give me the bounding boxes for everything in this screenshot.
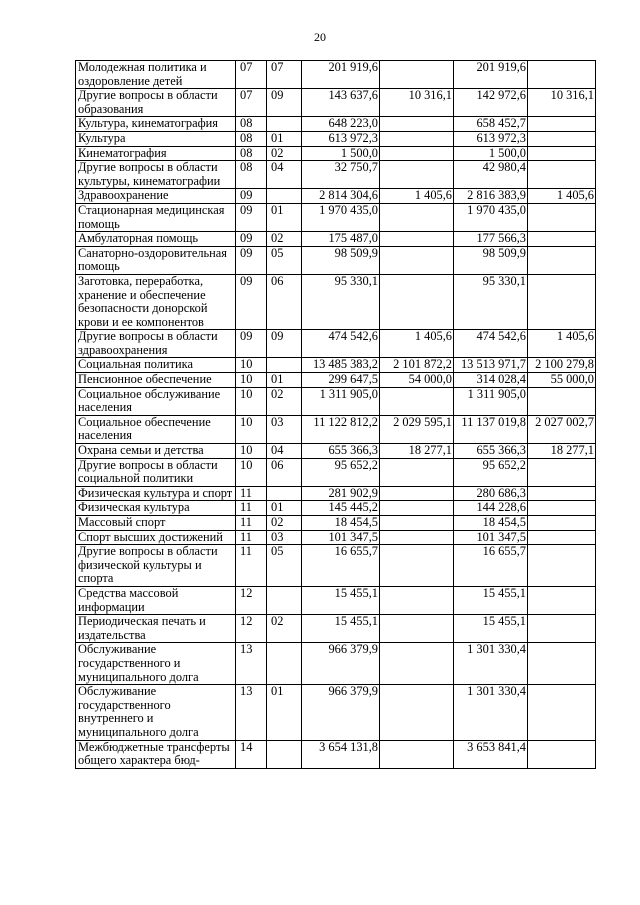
table-row	[76, 373, 596, 388]
row-subsection-code: 06	[267, 458, 302, 486]
row-name: Обслуживание государственного внутреннего и муниципального долга	[76, 685, 236, 740]
row-sum-1: 648 223,0	[302, 117, 380, 132]
row-name: Межбюджетные трансферты общего характера бюд-	[76, 740, 236, 768]
row-section-code: 13	[236, 685, 267, 740]
row-sum-1: 2 814 304,6	[302, 189, 380, 204]
row-subvention-1	[380, 131, 454, 146]
row-subsection-code: 01	[267, 685, 302, 740]
row-subvention-2	[528, 246, 596, 274]
table-row	[76, 444, 596, 459]
row-sum-2: 201 919,6	[454, 61, 528, 89]
row-name: Социальное обеспечение населения	[76, 415, 236, 443]
row-sum-2: 474 542,6	[454, 330, 528, 358]
row-subvention-2: 1 405,6	[528, 330, 596, 358]
row-name: Физическая культура и спорт	[76, 486, 236, 501]
row-sum-2: 1 301 330,4	[454, 643, 528, 685]
row-subvention-2	[528, 387, 596, 415]
row-subsection-code: 02	[267, 146, 302, 161]
row-subsection-code: 01	[267, 373, 302, 388]
row-subvention-2	[528, 61, 596, 89]
row-name: Пенсионное обеспечение	[76, 373, 236, 388]
row-subvention-1: 2 101 872,2	[380, 358, 454, 373]
row-subvention-1: 10 316,1	[380, 89, 454, 117]
row-subsection-code: 09	[267, 330, 302, 358]
row-name: Кинематография	[76, 146, 236, 161]
budget-table	[75, 60, 596, 769]
table-row	[76, 232, 596, 247]
row-sum-2: 13 513 971,7	[454, 358, 528, 373]
row-sum-2: 101 347,5	[454, 530, 528, 545]
row-subsection-code: 02	[267, 232, 302, 247]
row-sum-1: 474 542,6	[302, 330, 380, 358]
row-sum-1: 1 970 435,0	[302, 203, 380, 231]
row-subvention-2: 2 027 002,7	[528, 415, 596, 443]
row-sum-2: 658 452,7	[454, 117, 528, 132]
row-name: Периодическая печать и издательства	[76, 615, 236, 643]
row-subsection-code: 02	[267, 516, 302, 531]
row-sum-2: 655 366,3	[454, 444, 528, 459]
table-row	[76, 89, 596, 117]
table-row	[76, 274, 596, 329]
row-subvention-1	[380, 387, 454, 415]
row-name: Охрана семьи и детства	[76, 444, 236, 459]
row-subsection-code	[267, 117, 302, 132]
row-section-code: 11	[236, 516, 267, 531]
row-sum-1: 15 455,1	[302, 586, 380, 614]
row-subvention-1	[380, 117, 454, 132]
row-section-code: 08	[236, 146, 267, 161]
row-section-code: 10	[236, 373, 267, 388]
table-row	[76, 516, 596, 531]
row-subvention-2	[528, 203, 596, 231]
table-row	[76, 387, 596, 415]
table-row	[76, 615, 596, 643]
row-subvention-2	[528, 131, 596, 146]
row-section-code: 10	[236, 415, 267, 443]
row-subsection-code: 05	[267, 246, 302, 274]
row-subvention-2	[528, 530, 596, 545]
row-sum-2: 142 972,6	[454, 89, 528, 117]
row-subvention-2: 10 316,1	[528, 89, 596, 117]
row-name: Другие вопросы в области культуры, кинематографии	[76, 161, 236, 189]
table-row	[76, 530, 596, 545]
table-row	[76, 643, 596, 685]
row-sum-2: 11 137 019,8	[454, 415, 528, 443]
row-subvention-1	[380, 458, 454, 486]
row-subvention-1	[380, 274, 454, 329]
row-sum-1: 95 330,1	[302, 274, 380, 329]
row-sum-2: 98 509,9	[454, 246, 528, 274]
row-name: Физическая культура	[76, 501, 236, 516]
row-name: Средства массовой информации	[76, 586, 236, 614]
row-name: Другие вопросы в области здравоохранения	[76, 330, 236, 358]
row-subsection-code: 04	[267, 444, 302, 459]
row-section-code: 14	[236, 740, 267, 768]
row-section-code: 08	[236, 131, 267, 146]
row-subvention-1	[380, 516, 454, 531]
row-section-code: 09	[236, 330, 267, 358]
row-name: Другие вопросы в области социальной политики	[76, 458, 236, 486]
row-sum-2: 16 655,7	[454, 545, 528, 587]
table-row	[76, 415, 596, 443]
row-subvention-1	[380, 740, 454, 768]
table-row	[76, 486, 596, 501]
row-sum-2: 2 816 383,9	[454, 189, 528, 204]
row-subvention-2	[528, 146, 596, 161]
table-row	[76, 545, 596, 587]
row-name: Амбулаторная помощь	[76, 232, 236, 247]
row-name: Другие вопросы в области физической культуры и спорта	[76, 545, 236, 587]
row-subvention-1	[380, 545, 454, 587]
row-subvention-2	[528, 161, 596, 189]
row-subvention-1: 1 405,6	[380, 189, 454, 204]
row-name: Санаторно-оздоровительная помощь	[76, 246, 236, 274]
row-subsection-code: 04	[267, 161, 302, 189]
table-row	[76, 203, 596, 231]
row-subsection-code: 05	[267, 545, 302, 587]
row-subvention-1	[380, 146, 454, 161]
row-subvention-2	[528, 685, 596, 740]
row-sum-1: 145 445,2	[302, 501, 380, 516]
row-section-code: 10	[236, 387, 267, 415]
row-subvention-2	[528, 232, 596, 247]
row-sum-2: 95 330,1	[454, 274, 528, 329]
row-sum-1: 1 500,0	[302, 146, 380, 161]
row-section-code: 10	[236, 358, 267, 373]
row-section-code: 08	[236, 161, 267, 189]
row-sum-1: 613 972,3	[302, 131, 380, 146]
row-subvention-1	[380, 530, 454, 545]
row-subvention-1	[380, 643, 454, 685]
row-section-code: 08	[236, 117, 267, 132]
row-subvention-2	[528, 545, 596, 587]
row-sum-2: 144 228,6	[454, 501, 528, 516]
row-section-code: 09	[236, 232, 267, 247]
row-name: Заготовка, переработка, хранение и обеспечение безопасности донорской крови и ее компонентов	[76, 274, 236, 329]
row-sum-1: 3 654 131,8	[302, 740, 380, 768]
row-subsection-code	[267, 189, 302, 204]
table-row	[76, 330, 596, 358]
page-number: 20	[314, 30, 326, 44]
row-subvention-2	[528, 586, 596, 614]
row-sum-1: 143 637,6	[302, 89, 380, 117]
row-sum-1: 281 902,9	[302, 486, 380, 501]
row-sum-1: 101 347,5	[302, 530, 380, 545]
row-sum-2: 1 311 905,0	[454, 387, 528, 415]
row-subsection-code: 01	[267, 501, 302, 516]
row-sum-1: 299 647,5	[302, 373, 380, 388]
row-sum-1: 32 750,7	[302, 161, 380, 189]
budget-table-body	[76, 61, 596, 769]
row-subsection-code: 02	[267, 615, 302, 643]
row-sum-1: 95 652,2	[302, 458, 380, 486]
row-section-code: 09	[236, 246, 267, 274]
row-sum-1: 966 379,9	[302, 685, 380, 740]
row-section-code: 13	[236, 643, 267, 685]
row-subsection-code	[267, 486, 302, 501]
row-subsection-code: 03	[267, 415, 302, 443]
row-subsection-code: 02	[267, 387, 302, 415]
row-subvention-1: 18 277,1	[380, 444, 454, 459]
row-sum-2: 15 455,1	[454, 615, 528, 643]
row-section-code: 11	[236, 545, 267, 587]
row-subvention-1	[380, 161, 454, 189]
row-subsection-code: 09	[267, 89, 302, 117]
table-row	[76, 501, 596, 516]
row-subsection-code: 07	[267, 61, 302, 89]
row-name: Культура, кинематография	[76, 117, 236, 132]
table-row	[76, 61, 596, 89]
table-row	[76, 146, 596, 161]
row-section-code: 07	[236, 89, 267, 117]
row-subvention-1: 2 029 595,1	[380, 415, 454, 443]
table-row	[76, 189, 596, 204]
row-sum-1: 966 379,9	[302, 643, 380, 685]
row-sum-2: 18 454,5	[454, 516, 528, 531]
row-subvention-1	[380, 486, 454, 501]
table-row	[76, 117, 596, 132]
row-sum-1: 18 454,5	[302, 516, 380, 531]
row-name: Другие вопросы в области образования	[76, 89, 236, 117]
row-subsection-code: 03	[267, 530, 302, 545]
row-subvention-2	[528, 516, 596, 531]
row-sum-2: 1 301 330,4	[454, 685, 528, 740]
row-subvention-2	[528, 740, 596, 768]
row-subvention-1: 54 000,0	[380, 373, 454, 388]
row-name: Спорт высших достижений	[76, 530, 236, 545]
row-sum-2: 3 653 841,4	[454, 740, 528, 768]
row-subvention-2: 2 100 279,8	[528, 358, 596, 373]
row-sum-1: 11 122 812,2	[302, 415, 380, 443]
table-row	[76, 161, 596, 189]
row-subsection-code: 01	[267, 203, 302, 231]
row-subvention-1	[380, 61, 454, 89]
row-sum-1: 655 366,3	[302, 444, 380, 459]
row-sum-2: 280 686,3	[454, 486, 528, 501]
row-section-code: 10	[236, 444, 267, 459]
row-section-code: 12	[236, 586, 267, 614]
row-sum-1: 98 509,9	[302, 246, 380, 274]
row-sum-1: 15 455,1	[302, 615, 380, 643]
row-subsection-code	[267, 740, 302, 768]
row-sum-1: 1 311 905,0	[302, 387, 380, 415]
row-sum-2: 95 652,2	[454, 458, 528, 486]
row-subvention-2	[528, 458, 596, 486]
row-subsection-code: 06	[267, 274, 302, 329]
row-subvention-1: 1 405,6	[380, 330, 454, 358]
row-subvention-2: 18 277,1	[528, 444, 596, 459]
row-sum-1: 175 487,0	[302, 232, 380, 247]
row-section-code: 11	[236, 530, 267, 545]
row-sum-2: 42 980,4	[454, 161, 528, 189]
row-subvention-1	[380, 232, 454, 247]
row-sum-2: 15 455,1	[454, 586, 528, 614]
row-subvention-1	[380, 586, 454, 614]
row-subvention-2	[528, 274, 596, 329]
row-name: Обслуживание государственного и муниципального долга	[76, 643, 236, 685]
row-subvention-2	[528, 486, 596, 501]
row-section-code: 12	[236, 615, 267, 643]
row-subsection-code	[267, 643, 302, 685]
row-subvention-2: 55 000,0	[528, 373, 596, 388]
table-row	[76, 358, 596, 373]
row-subvention-2	[528, 615, 596, 643]
table-row	[76, 458, 596, 486]
row-subvention-2	[528, 643, 596, 685]
row-subvention-2	[528, 117, 596, 132]
row-section-code: 09	[236, 189, 267, 204]
table-row	[76, 586, 596, 614]
row-name: Культура	[76, 131, 236, 146]
row-section-code: 11	[236, 501, 267, 516]
row-sum-2: 1 500,0	[454, 146, 528, 161]
table-row	[76, 246, 596, 274]
row-section-code: 10	[236, 458, 267, 486]
row-name: Здравоохранение	[76, 189, 236, 204]
table-row	[76, 740, 596, 768]
row-sum-1: 13 485 383,2	[302, 358, 380, 373]
row-name: Социальное обслуживание населения	[76, 387, 236, 415]
row-subvention-1	[380, 615, 454, 643]
row-name: Стационарная медицинская помощь	[76, 203, 236, 231]
row-subvention-1	[380, 203, 454, 231]
row-name: Молодежная политика и оздоровление детей	[76, 61, 236, 89]
row-section-code: 07	[236, 61, 267, 89]
row-subvention-1	[380, 501, 454, 516]
row-section-code: 11	[236, 486, 267, 501]
row-subsection-code	[267, 586, 302, 614]
row-subvention-2	[528, 501, 596, 516]
row-subvention-1	[380, 246, 454, 274]
row-sum-1: 16 655,7	[302, 545, 380, 587]
row-sum-2: 177 566,3	[454, 232, 528, 247]
row-sum-2: 1 970 435,0	[454, 203, 528, 231]
table-row	[76, 131, 596, 146]
row-name: Массовый спорт	[76, 516, 236, 531]
row-subvention-1	[380, 685, 454, 740]
row-subvention-2: 1 405,6	[528, 189, 596, 204]
row-section-code: 09	[236, 274, 267, 329]
row-subsection-code	[267, 358, 302, 373]
row-sum-2: 613 972,3	[454, 131, 528, 146]
row-sum-2: 314 028,4	[454, 373, 528, 388]
row-section-code: 09	[236, 203, 267, 231]
row-name: Социальная политика	[76, 358, 236, 373]
row-sum-1: 201 919,6	[302, 61, 380, 89]
row-subsection-code: 01	[267, 131, 302, 146]
table-row	[76, 685, 596, 740]
